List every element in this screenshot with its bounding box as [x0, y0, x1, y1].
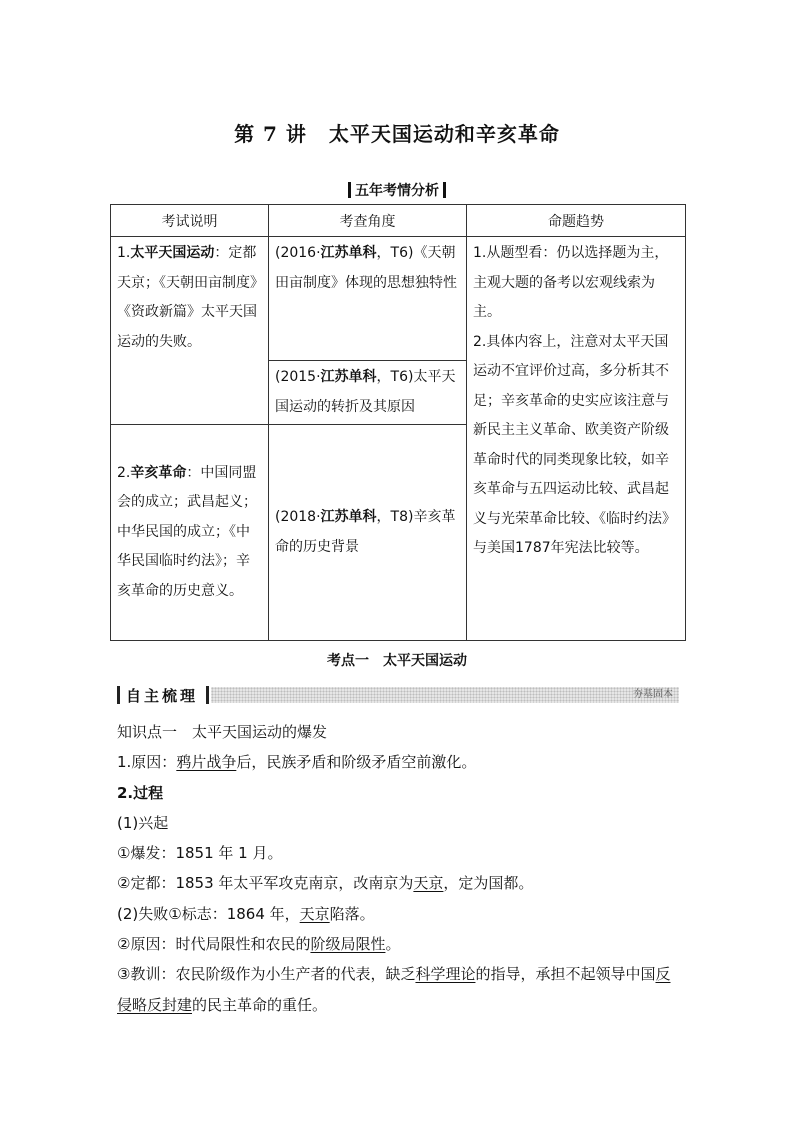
line-cause: 1.原因：鸦片战争后，民族矛盾和阶级矛盾空前激化。 — [117, 753, 477, 772]
trend-cell: 1.从题型看：仍以选择题为主，主观大题的备考以宏观线索为主。 2.具体内容上，注意对太平天国运动不宜评价过高，多分析其不足；辛亥革命的史实应该注意与新民主主义革命、欧美资产阶级革命时代的同类现象比较，如辛亥革命与五四运动比较、武昌起义与光荣革命比较、《临时约法》与美国1787年宪法比较等。 — [467, 237, 686, 641]
line-reason: ②原因：时代局限性和农民的阶级局限性。 — [117, 935, 401, 954]
band-tag: 夯基固本 — [633, 689, 673, 700]
header-exam-description: 考试说明 — [111, 205, 269, 237]
line-failure: (2)失败①标志：1864 年，天京陷落。 — [117, 904, 375, 923]
knowledge-point-title: 知识点一 太平天国运动的爆发 — [117, 723, 328, 741]
analysis-header — [0, 180, 794, 200]
line-outbreak: ①爆发：1851 年 1 月。 — [117, 844, 283, 863]
content-body — [117, 717, 682, 1020]
self-study-band — [117, 684, 679, 706]
lesson-title — [0, 118, 794, 147]
angle-2015: (2015·江苏单科，T6)太平天国运动的转折及其原因 — [269, 361, 467, 425]
band-pattern — [211, 687, 679, 703]
table-row — [111, 237, 686, 361]
table-header-row — [111, 205, 686, 237]
line-rise: (1)兴起 — [117, 813, 169, 832]
exam-analysis-table — [110, 204, 686, 641]
lesson-topic: 太平天国运动和辛亥革命 — [328, 122, 560, 146]
header-exam-angle: 考查角度 — [269, 205, 467, 237]
analysis-header-text: 五年考情分析 — [355, 183, 439, 199]
line-process: 2.过程 — [117, 783, 164, 802]
band-label: 自主梳理 — [126, 686, 199, 705]
section-title: 考点一 太平天国运动 — [327, 653, 467, 669]
lesson-number: 第 7 讲 — [234, 122, 307, 146]
angle-2016: (2016·江苏单科，T6)《天朝田亩制度》体现的思想独特性 — [269, 237, 467, 361]
angle-2018: (2018·江苏单科，T8)辛亥革命的历史背景 — [269, 425, 467, 641]
header-trend: 命题趋势 — [467, 205, 686, 237]
desc-xinhai: 2.辛亥革命：中国同盟会的成立；武昌起义；中华民国的成立；《中华民国临时约法》；辛亥革命的历史意义。 — [111, 425, 269, 641]
desc-taiping: 1.太平天国运动：定都天京；《天朝田亩制度》《资政新篇》太平天国运动的失败。 — [111, 237, 269, 425]
line-capital: ②定都：1853 年太平军攻克南京，改南京为天京，定为国都。 — [117, 874, 534, 893]
line-lesson: ③教训：农民阶级作为小生产者的代表，缺乏科学理论的指导，承担不起领导中国反侵略反封建的民主革命的重任。 — [117, 965, 671, 1014]
